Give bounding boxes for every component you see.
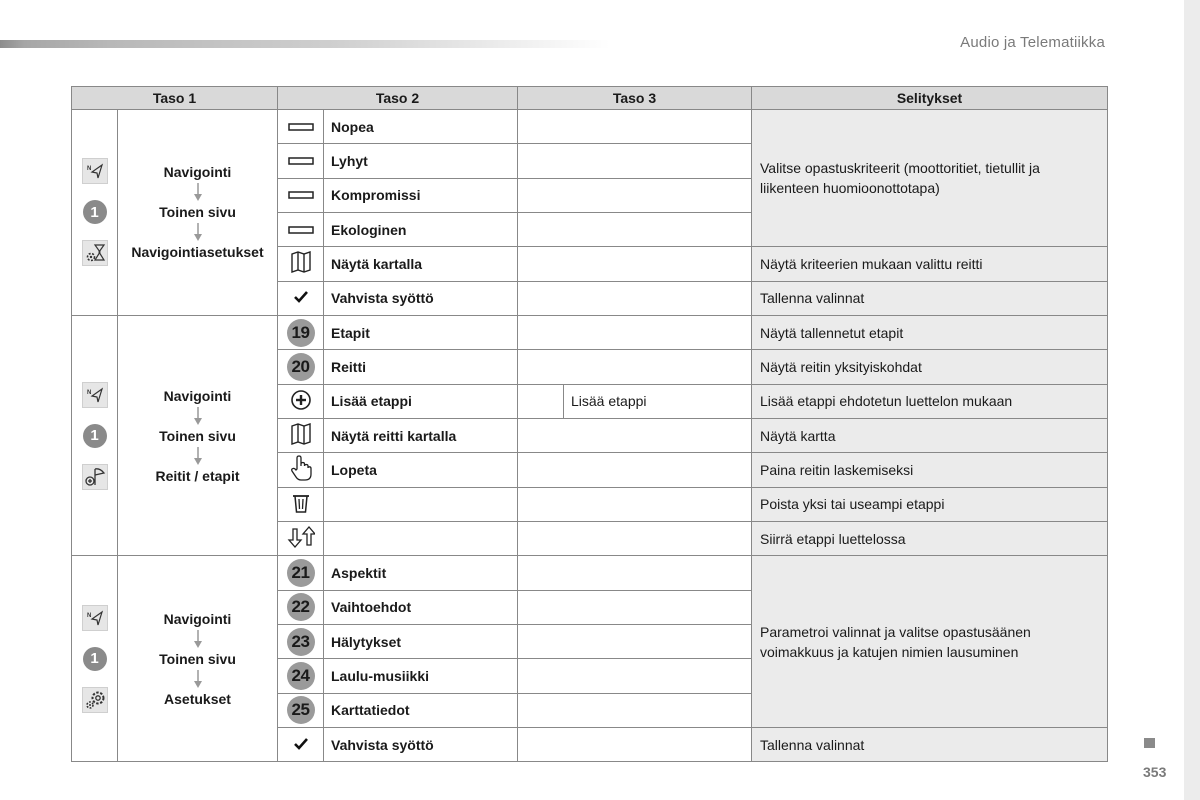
navigation-icon — [82, 382, 108, 408]
option-empty — [324, 487, 518, 521]
taso3-empty — [518, 521, 752, 555]
dash-icon — [278, 144, 324, 178]
option-kompromissi: Kompromissi — [324, 178, 518, 212]
page-number: 353 — [1143, 764, 1167, 780]
page-header-title: Audio ja Telematiikka — [960, 34, 1105, 51]
taso3-empty — [518, 110, 752, 144]
navigation-icon — [82, 605, 108, 631]
number-badge-24 — [278, 659, 324, 693]
description-nayta-kartta: Näytä kartta — [752, 418, 1108, 452]
section-nav-path — [118, 315, 278, 555]
taso3-empty — [518, 281, 752, 315]
taso3-lisaa-etappi: Lisää etappi — [564, 384, 752, 418]
svg-text:N: N — [86, 166, 91, 173]
taso3-icon-empty — [518, 384, 564, 418]
option-aspektit: Aspektit — [324, 556, 518, 590]
description-criteria: Valitse opastuskriteerit (moottoritiet, tietullit ja liikenteen huomioonottotapa) — [752, 110, 1108, 247]
nav-step-navigointi: Navigointi — [163, 164, 232, 181]
taso3-empty — [518, 350, 752, 384]
description-siirra: Siirrä etappi luettelossa — [752, 521, 1108, 555]
arrow-down-icon — [193, 181, 203, 203]
option-nayta-reitti-kartalla: Näytä reitti kartalla — [324, 418, 518, 452]
taso3-empty — [518, 659, 752, 693]
taso3-empty — [518, 418, 752, 452]
dash-icon — [278, 212, 324, 246]
number-badge-21 — [278, 556, 324, 590]
svg-text:N: N — [86, 389, 91, 396]
arrow-down-icon — [193, 445, 203, 467]
taso3-empty — [518, 590, 752, 624]
option-nopea: Nopea — [324, 110, 518, 144]
option-lopeta: Lopeta — [324, 453, 518, 487]
nav-step-reitit-etapit: Reitit / etapit — [155, 467, 240, 484]
table-header-row — [72, 87, 1108, 110]
header-decoration-bar — [0, 40, 610, 48]
description-lisaa-etappi: Lisää etappi ehdotetun luettelon mukaan — [752, 384, 1108, 418]
badge-21: 21 — [287, 559, 315, 587]
description-reitti: Näytä reitin yksityiskohdat — [752, 350, 1108, 384]
badge-24: 24 — [287, 662, 315, 690]
arrow-down-icon — [193, 221, 203, 243]
nav-step-toinen-sivu: Toinen sivu — [159, 427, 236, 444]
second-page-badge: 1 — [83, 647, 107, 671]
move-arrows-icon — [278, 521, 324, 555]
taso3-empty — [518, 556, 752, 590]
number-badge-20 — [278, 350, 324, 384]
option-lisaa-etappi: Lisää etappi — [324, 384, 518, 418]
section-icons — [72, 315, 118, 555]
trash-icon — [278, 487, 324, 521]
taso3-empty — [518, 693, 752, 727]
navigation-menu-table — [71, 86, 1108, 762]
route-flag-icon — [82, 464, 108, 490]
option-lyhyt: Lyhyt — [324, 144, 518, 178]
description-save: Tallenna valinnat — [752, 281, 1108, 315]
dash-icon — [278, 110, 324, 144]
arrow-down-icon — [193, 628, 203, 650]
table-row — [72, 315, 1108, 349]
map-icon — [278, 418, 324, 452]
header-selitykset: Selitykset — [752, 87, 1108, 110]
option-vaihtoehdot: Vaihtoehdot — [324, 590, 518, 624]
option-empty — [324, 521, 518, 555]
description-lopeta: Paina reitin laskemiseksi — [752, 453, 1108, 487]
number-badge-22 — [278, 590, 324, 624]
description-show-on-map: Näytä kriteerien mukaan valittu reitti — [752, 247, 1108, 281]
hand-pointer-icon — [278, 453, 324, 487]
section-nav-path — [118, 556, 278, 762]
nav-step-navigointiasetukset: Navigointiasetukset — [131, 244, 264, 261]
second-page-badge: 1 — [83, 424, 107, 448]
nav-step-navigointi: Navigointi — [163, 387, 232, 404]
map-icon — [278, 247, 324, 281]
description-poista: Poista yksi tai useampi etappi — [752, 487, 1108, 521]
badge-25: 25 — [287, 696, 315, 724]
badge-20: 20 — [287, 353, 315, 381]
option-etapit: Etapit — [324, 315, 518, 349]
section-icons — [72, 110, 118, 316]
option-reitti: Reitti — [324, 350, 518, 384]
number-badge-23 — [278, 624, 324, 658]
settings-hourglass-icon — [82, 240, 108, 266]
arrow-down-icon — [193, 405, 203, 427]
header-taso-3: Taso 3 — [518, 87, 752, 110]
section-icons — [72, 556, 118, 762]
description-parameters: Parametroi valinnat ja valitse opastusäänen voimakkuus ja katujen nimien lausuminen — [752, 556, 1108, 728]
taso3-empty — [518, 624, 752, 658]
description-etapit: Näytä tallennetut etapit — [752, 315, 1108, 349]
svg-text:N: N — [86, 612, 91, 619]
taso3-empty — [518, 453, 752, 487]
badge-22: 22 — [287, 593, 315, 621]
taso3-empty — [518, 315, 752, 349]
table-row — [72, 556, 1108, 590]
badge-19: 19 — [287, 319, 315, 347]
taso3-empty — [518, 178, 752, 212]
description-save: Tallenna valinnat — [752, 727, 1108, 761]
second-page-badge: 1 — [83, 200, 107, 224]
header-taso-2: Taso 2 — [278, 87, 518, 110]
header-taso-1: Taso 1 — [72, 87, 278, 110]
check-icon — [278, 281, 324, 315]
page-edge-strip — [1184, 0, 1200, 800]
number-badge-19 — [278, 315, 324, 349]
nav-step-toinen-sivu: Toinen sivu — [159, 650, 236, 667]
settings-gears-icon — [82, 687, 108, 713]
taso3-empty — [518, 144, 752, 178]
taso3-empty — [518, 727, 752, 761]
badge-23: 23 — [287, 628, 315, 656]
nav-step-asetukset: Asetukset — [164, 690, 231, 707]
page-marker-square — [1144, 738, 1155, 748]
option-halytykset: Hälytykset — [324, 624, 518, 658]
option-nayta-kartalla: Näytä kartalla — [324, 247, 518, 281]
nav-step-navigointi: Navigointi — [163, 610, 232, 627]
taso3-empty — [518, 212, 752, 246]
arrow-down-icon — [193, 668, 203, 690]
plus-circle-icon — [278, 384, 324, 418]
option-vahvista-syotto: Vahvista syöttö — [324, 281, 518, 315]
option-vahvista-syotto: Vahvista syöttö — [324, 727, 518, 761]
taso3-empty — [518, 247, 752, 281]
taso3-empty — [518, 487, 752, 521]
option-karttatiedot: Karttatiedot — [324, 693, 518, 727]
nav-step-toinen-sivu: Toinen sivu — [159, 204, 236, 221]
table-row — [72, 110, 1108, 144]
check-icon — [278, 727, 324, 761]
navigation-icon — [82, 158, 108, 184]
dash-icon — [278, 178, 324, 212]
option-laulu-musiikki: Laulu-musiikki — [324, 659, 518, 693]
number-badge-25 — [278, 693, 324, 727]
section-nav-path — [118, 110, 278, 316]
option-ekologinen: Ekologinen — [324, 212, 518, 246]
